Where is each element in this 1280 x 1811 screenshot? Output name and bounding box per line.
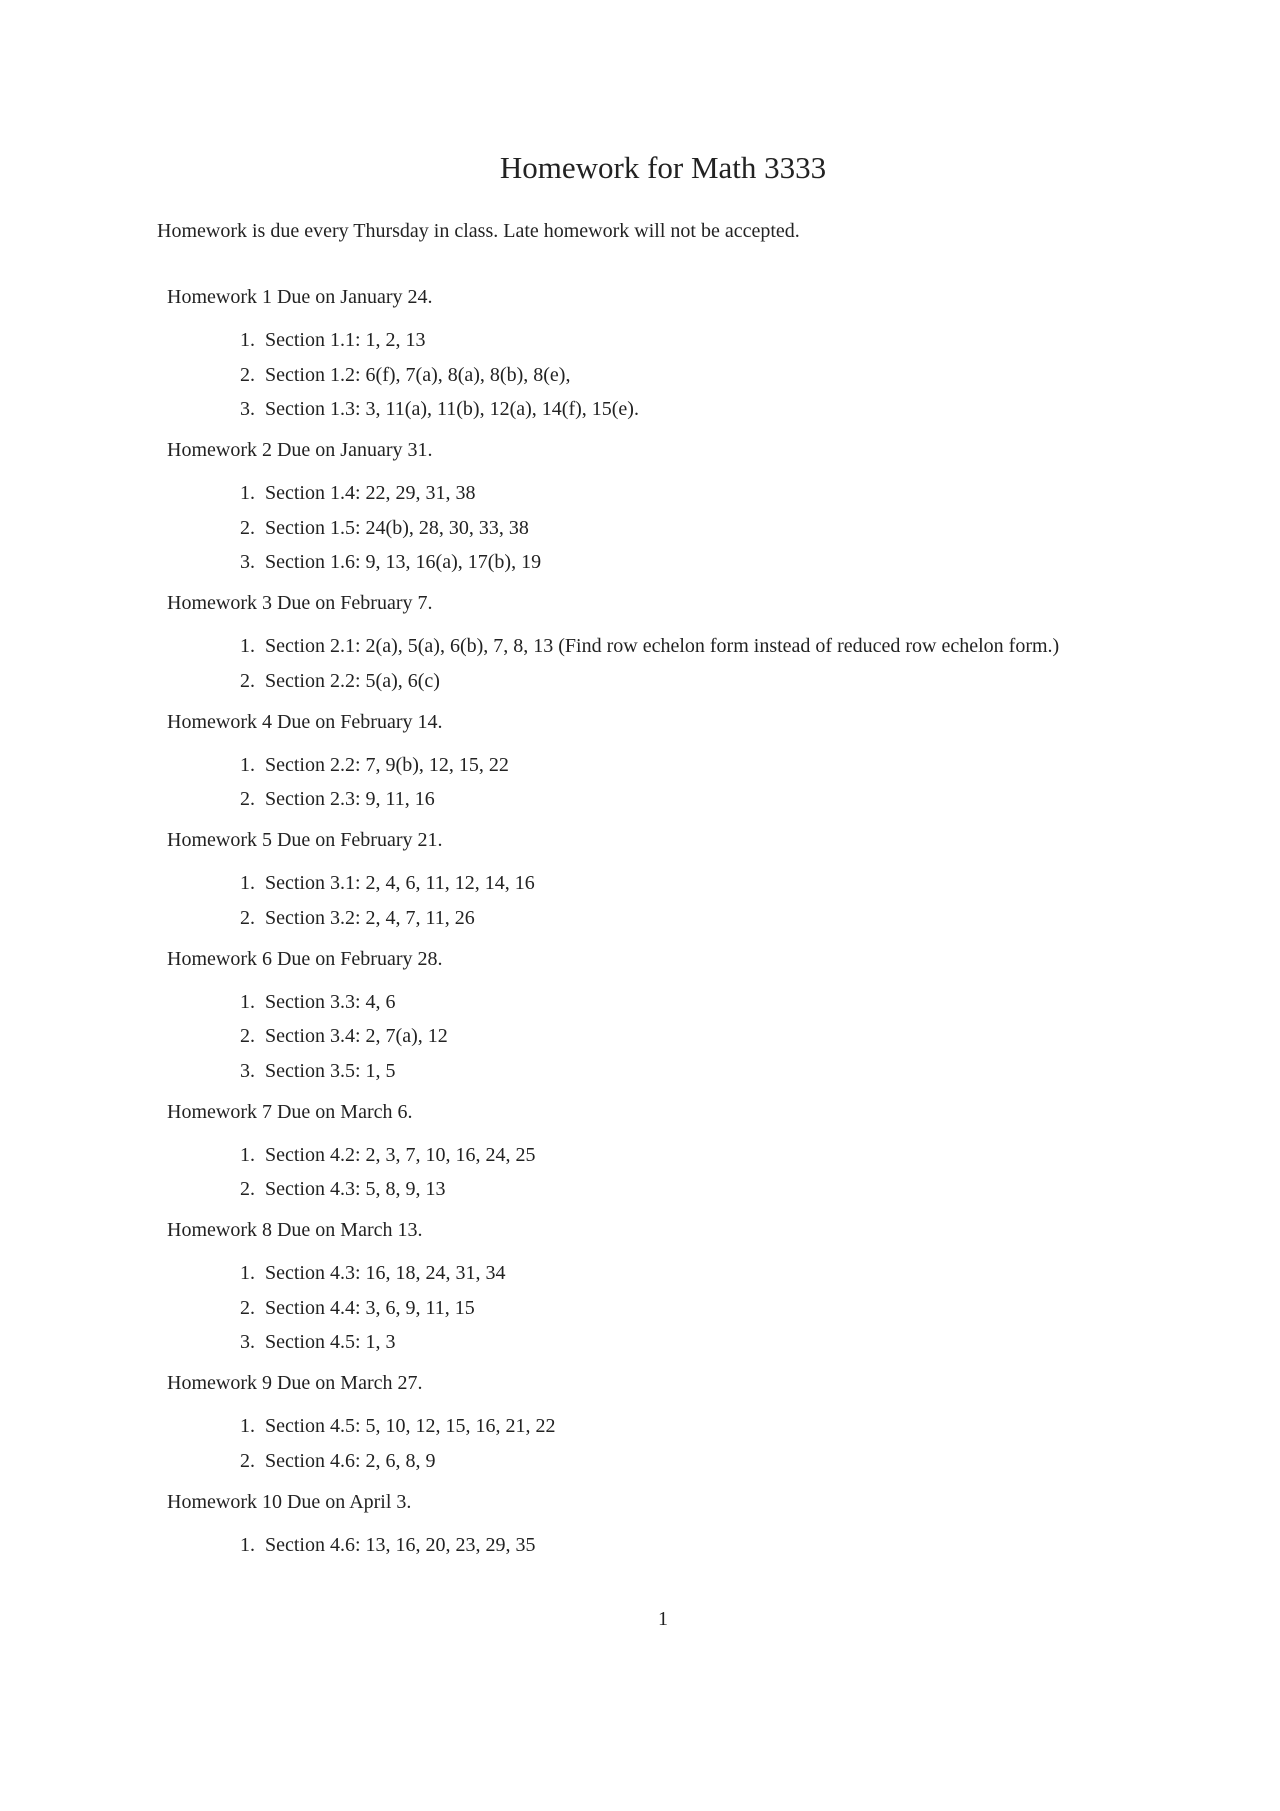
item-number: 1.	[240, 1143, 255, 1166]
item-number: 2.	[240, 669, 255, 692]
assignment-item	[167, 1532, 1267, 1573]
homework-heading: Homework 7 Due on March 6.	[167, 1100, 413, 1123]
assignment-list	[167, 480, 1267, 590]
assignment-list	[167, 1413, 1267, 1489]
item-text: Section 4.5: 1, 3	[265, 1331, 396, 1353]
homework-heading: Homework 6 Due on February 28.	[167, 947, 443, 970]
assignment-item	[167, 786, 1267, 827]
item-text: Section 4.3: 16, 18, 24, 31, 34	[265, 1262, 506, 1284]
assignment-item	[167, 362, 1267, 397]
intro-text: Homework is due every Thursday in class. Late homework will not be accepted.	[157, 220, 800, 242]
homework-heading: Homework 9 Due on March 27.	[167, 1372, 423, 1394]
item-text: Section 1.4: 22, 29, 31, 38	[265, 482, 476, 504]
assignment-item	[167, 1058, 1267, 1099]
assignment-list	[167, 327, 1267, 437]
item-number: 3.	[240, 551, 255, 573]
assignment-list	[167, 1142, 1267, 1218]
homework-heading: Homework 1 Due on January 24.	[167, 286, 433, 308]
assignment-item	[167, 1448, 1267, 1489]
item-text: Section 4.2: 2, 3, 7, 10, 16, 24, 25	[265, 1143, 536, 1166]
homework-list	[167, 284, 1267, 1573]
homework-block	[167, 1099, 1267, 1218]
item-number: 1.	[240, 482, 255, 504]
item-text: Section 2.3: 9, 11, 16	[265, 788, 435, 810]
item-text: Section 4.6: 13, 16, 20, 23, 29, 35	[265, 1533, 536, 1556]
item-text: Section 4.4: 3, 6, 9, 11, 15	[265, 1296, 475, 1319]
homework-block	[167, 827, 1267, 946]
page-number: 1	[658, 1608, 668, 1630]
assignment-list	[167, 870, 1267, 946]
item-text: Section 4.3: 5, 8, 9, 13	[265, 1178, 446, 1200]
assignment-list	[167, 752, 1267, 828]
item-number: 1.	[240, 1262, 255, 1284]
homework-heading: Homework 4 Due on February 14.	[167, 710, 443, 733]
item-number: 1.	[240, 872, 255, 894]
assignment-list	[167, 989, 1267, 1099]
assignment-item	[167, 1413, 1267, 1448]
assignment-item	[167, 1176, 1267, 1217]
item-text: Section 1.6: 9, 13, 16(a), 17(b), 19	[265, 551, 542, 573]
item-number: 2.	[240, 1178, 255, 1200]
homework-block	[167, 590, 1267, 709]
item-text: Section 4.5: 5, 10, 12, 15, 16, 21, 22	[265, 1415, 556, 1437]
assignment-list	[167, 1260, 1267, 1370]
assignment-item	[167, 870, 1267, 905]
assignment-item	[167, 989, 1267, 1024]
assignment-item	[167, 668, 1267, 709]
item-text: Section 3.1: 2, 4, 6, 11, 12, 14, 16	[265, 872, 535, 894]
homework-block	[167, 946, 1267, 1099]
item-text: Section 3.3: 4, 6	[265, 990, 396, 1013]
assignment-item	[167, 515, 1267, 550]
assignment-item	[167, 1295, 1267, 1330]
homework-block	[167, 709, 1267, 828]
item-text: Section 4.6: 2, 6, 8, 9	[265, 1449, 436, 1472]
homework-heading: Homework 5 Due on February 21.	[167, 829, 443, 851]
assignment-item	[167, 1260, 1267, 1295]
assignment-item	[167, 327, 1267, 362]
item-number: 2.	[240, 788, 255, 810]
homework-block	[167, 437, 1267, 590]
homework-block	[167, 1217, 1267, 1370]
item-text: Section 1.5: 24(b), 28, 30, 33, 38	[265, 516, 529, 539]
item-text: Section 2.2: 7, 9(b), 12, 15, 22	[265, 753, 509, 776]
item-number: 2.	[240, 1296, 255, 1319]
assignment-item	[167, 1329, 1267, 1370]
item-number: 1.	[240, 1533, 255, 1556]
assignment-item	[167, 396, 1267, 437]
item-text: Section 1.1: 1, 2, 13	[265, 329, 426, 351]
assignment-list	[167, 1532, 1267, 1573]
item-number: 1.	[240, 635, 255, 657]
item-number: 1.	[240, 329, 255, 351]
item-number: 1.	[240, 1415, 255, 1437]
assignment-item	[167, 1023, 1267, 1058]
assignment-item	[167, 549, 1267, 590]
item-text: Section 2.2: 5(a), 6(c)	[265, 669, 440, 692]
assignment-item	[167, 480, 1267, 515]
item-text: Section 3.2: 2, 4, 7, 11, 26	[265, 906, 475, 929]
item-number: 2.	[240, 363, 255, 386]
homework-block	[167, 1370, 1267, 1489]
assignment-item	[167, 752, 1267, 787]
item-text: Section 3.5: 1, 5	[265, 1059, 396, 1082]
item-number: 3.	[240, 1059, 255, 1082]
homework-heading: Homework 10 Due on April 3.	[167, 1490, 412, 1513]
homework-heading: Homework 3 Due on February 7.	[167, 592, 433, 614]
item-number: 2.	[240, 516, 255, 539]
item-number: 1.	[240, 753, 255, 776]
homework-heading: Homework 2 Due on January 31.	[167, 439, 433, 461]
item-text: Section 1.2: 6(f), 7(a), 8(a), 8(b), 8(e),	[265, 363, 571, 386]
item-text: Section 3.4: 2, 7(a), 12	[265, 1025, 448, 1047]
assignment-list	[167, 633, 1267, 709]
homework-block	[167, 1489, 1267, 1573]
page-title: Homework for Math 3333	[499, 150, 827, 185]
item-number: 1.	[240, 990, 255, 1013]
item-text: Section 2.1: 2(a), 5(a), 6(b), 7, 8, 13 (Find row echelon form instead of reduced row echelon form.)	[265, 635, 1060, 657]
homework-heading: Homework 8 Due on March 13.	[167, 1219, 423, 1241]
assignment-item	[167, 1142, 1267, 1177]
item-text: Section 1.3: 3, 11(a), 11(b), 12(a), 14(f), 15(e).	[265, 398, 639, 420]
item-number: 3.	[240, 398, 255, 420]
assignment-item	[167, 905, 1267, 946]
item-number: 2.	[240, 1025, 255, 1047]
homework-block	[167, 284, 1267, 437]
item-number: 3.	[240, 1331, 255, 1353]
item-number: 2.	[240, 906, 255, 929]
item-number: 2.	[240, 1449, 255, 1472]
assignment-item	[167, 633, 1267, 668]
